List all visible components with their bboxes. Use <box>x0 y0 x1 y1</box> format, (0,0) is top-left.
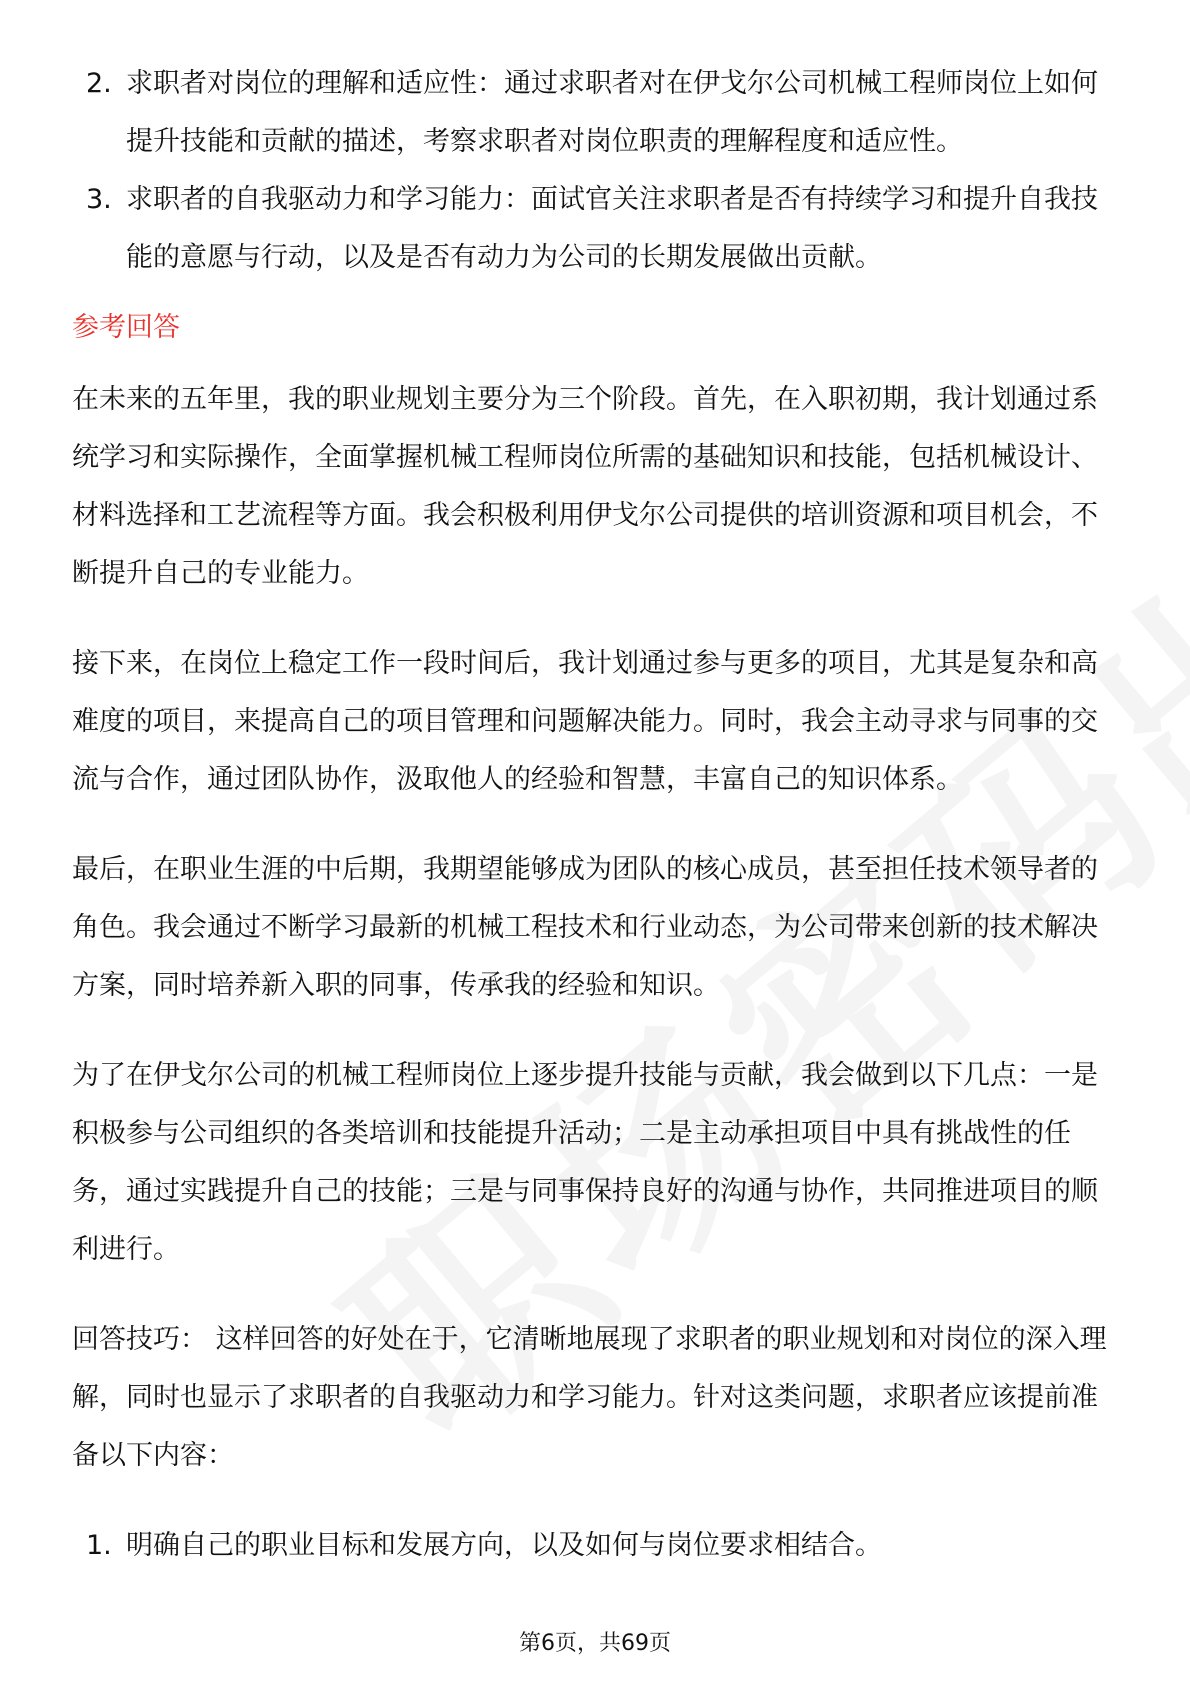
answer-paragraph: 在未来的五年里，我的职业规划主要分为三个阶段。首先，在入职初期，我计划通过系统学习和实际操作，全面掌握机械工程师岗位所需的基础知识和技能，包括机械设计、材料选择和工艺流程等方面。我会积极利用伊戈尔公司提供的培训资源和项目机会，不断提升自己的专业能力。 <box>72 384 1098 589</box>
list-item-text: 求职者对岗位的理解和适应性：通过求职者对在伊戈尔公司机械工程师岗位上如何提升技能和贡献的描述，考察求职者对岗位职责的理解程度和适应性。 <box>126 68 1098 157</box>
list-item <box>72 1517 1124 1575</box>
section-title: 参考回答 <box>72 312 180 343</box>
criteria-list <box>72 55 1124 287</box>
preparation-list <box>72 1517 1124 1575</box>
tips-paragraph: 回答技巧： 这样回答的好处在于，它清晰地展现了求职者的职业规划和对岗位的深入理解，同时也显示了求职者的自我驱动力和学习能力。针对这类问题，求职者应该提前准备以下内容： <box>72 1324 1107 1471</box>
list-item <box>72 171 1124 287</box>
list-item-number: 1. <box>86 1530 112 1561</box>
answer-paragraph: 最后，在职业生涯的中后期，我期望能够成为团队的核心成员，甚至担任技术领导者的角色。我会通过不断学习最新的机械工程技术和行业动态，为公司带来创新的技术解决方案，同时培养新入职的同事，传承我的经验和知识。 <box>72 854 1098 1001</box>
list-item <box>72 55 1124 171</box>
page-content <box>72 55 1124 1575</box>
list-item-text: 明确自己的职业目标和发展方向，以及如何与岗位要求相结合。 <box>126 1530 882 1561</box>
page-footer: 第6页，共69页 <box>519 1631 671 1656</box>
answer-paragraph: 接下来，在岗位上稳定工作一段时间后，我计划通过参与更多的项目，尤其是复杂和高难度的项目，来提高自己的项目管理和问题解决能力。同时，我会主动寻求与同事的交流与合作，通过团队协作，汲取他人的经验和智慧，丰富自己的知识体系。 <box>72 648 1098 795</box>
list-item-text: 求职者的自我驱动力和学习能力：面试官关注求职者是否有持续学习和提升自我技能的意愿与行动，以及是否有动力为公司的长期发展做出贡献。 <box>126 184 1098 273</box>
list-item-number: 2. <box>86 68 112 99</box>
answer-paragraph: 为了在伊戈尔公司的机械工程师岗位上逐步提升技能与贡献，我会做到以下几点：一是积极参与公司组织的各类培训和技能提升活动；二是主动承担项目中具有挑战性的任务，通过实践提升自己的技能；三是与同事保持良好的沟通与协作，共同推进项目的顺利进行。 <box>72 1060 1098 1265</box>
list-item-number: 3. <box>86 184 112 215</box>
